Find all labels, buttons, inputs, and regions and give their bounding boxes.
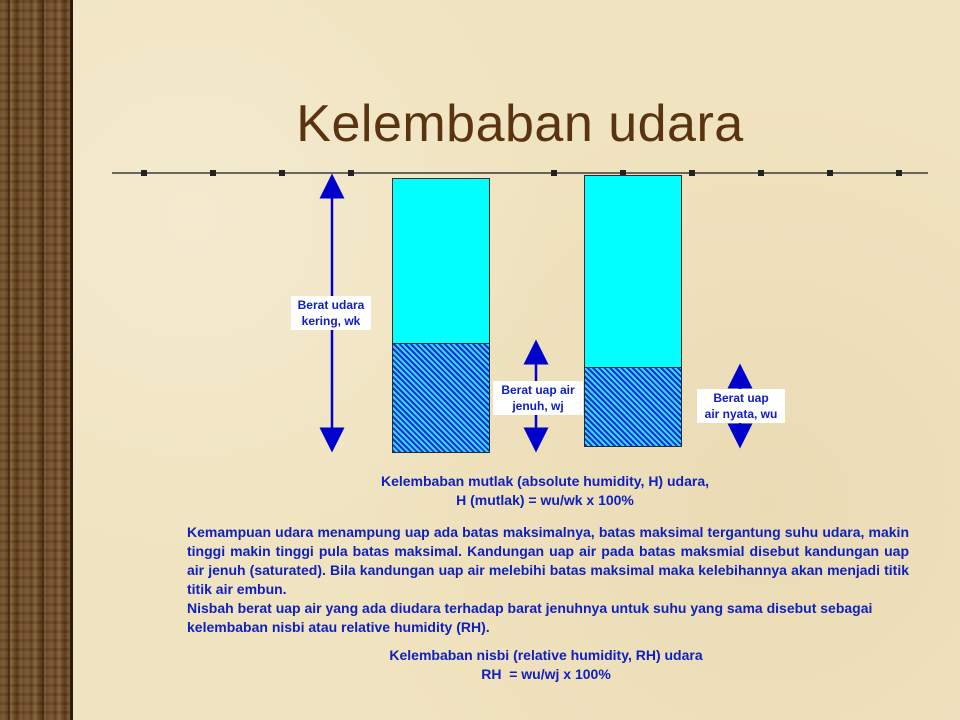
saturated-vapor-weight-label: Berat uap air jenuh, wj	[493, 381, 583, 415]
relative-humidity-block	[316, 646, 776, 684]
dry-air-section	[585, 176, 681, 367]
air-column-saturated	[392, 178, 490, 453]
absolute-humidity-heading: Kelembaban mutlak (absolute humidity, H) udara,	[380, 473, 709, 489]
actual-vapor-section	[585, 367, 681, 446]
relative-humidity-definition: Nisbah berat uap air yang ada diudara terhadap barat jenuhnya untuk suhu yang sama disebut sebagai kelembaban nisbi atau relative humidity (RH).	[187, 600, 873, 635]
dry-air-section	[393, 179, 489, 343]
relative-humidity-heading: Kelembaban nisbi (relative humidity, RH) udara	[389, 647, 703, 663]
air-column-actual	[584, 175, 682, 447]
slide-title: Kelembaban udara	[296, 95, 744, 153]
absolute-humidity-formula: H (mutlak) = wu/wk x 100%	[456, 492, 634, 508]
explanation-paragraph	[187, 523, 909, 637]
relative-humidity-formula: RH = wu/wj x 100%	[481, 666, 611, 682]
actual-vapor-weight-label: Berat uap air nyata, wu	[697, 389, 785, 423]
dry-air-weight-label: Berat udara kering, wk	[291, 296, 371, 330]
saturation-explanation: Kemampuan udara menampung uap ada batas maksimalnya, batas maksimal tergantung suhu udara, makin tinggi makin tinggi pula batas maksimal. Kandungan uap air pada batas maksmial disebut kandungan uap air jenuh (saturated). Bila kandungan uap air melebihi batas maksimal maka kelebihannya akan menjadi titik titik air embun.	[187, 524, 909, 597]
saturated-vapor-section	[393, 343, 489, 452]
title-divider-rule	[112, 170, 928, 176]
absolute-humidity-block	[330, 472, 760, 510]
